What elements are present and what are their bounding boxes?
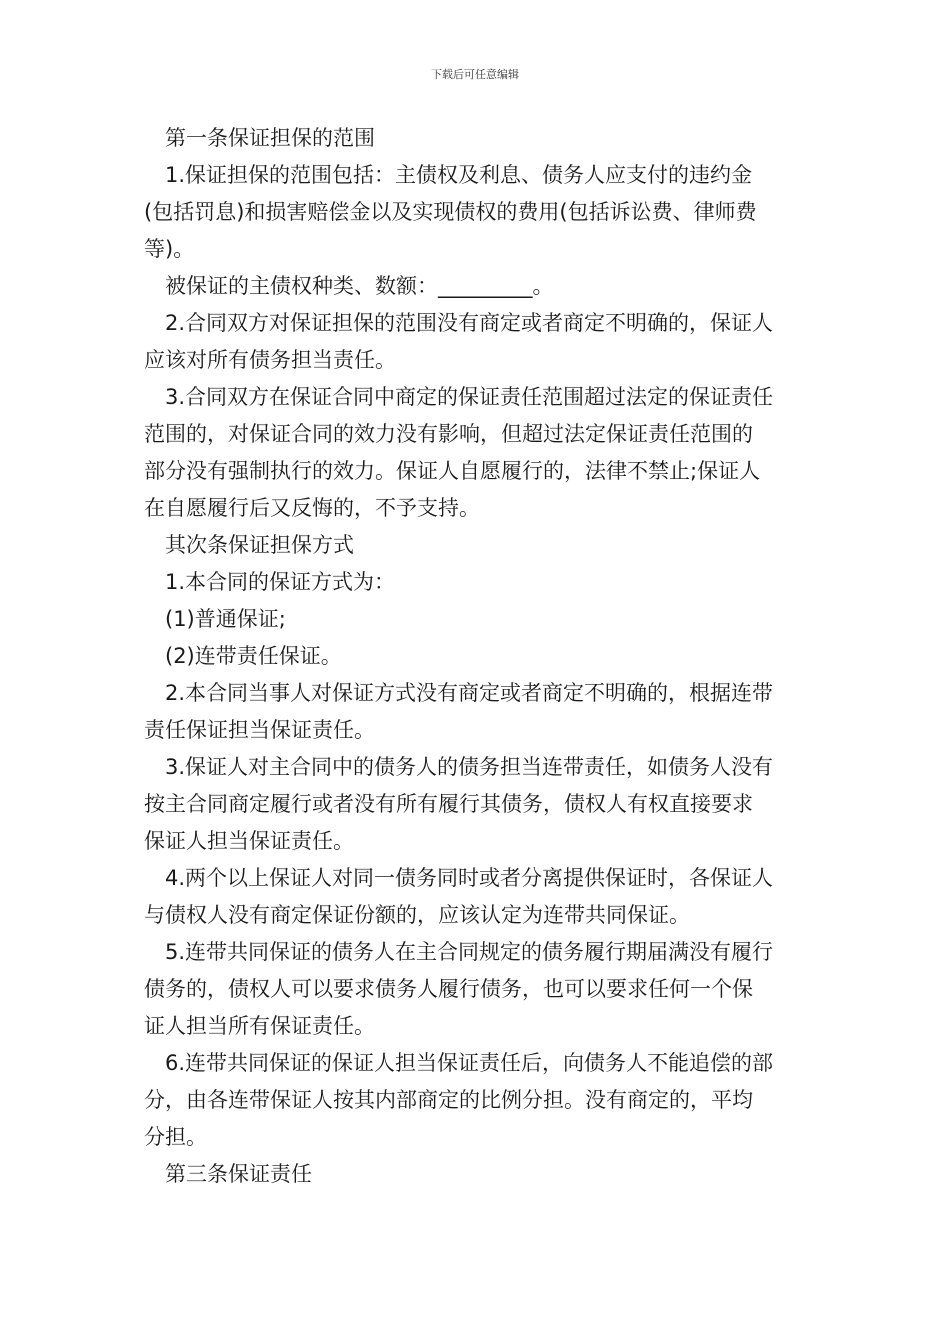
paragraph (144, 601, 808, 638)
paragraph-line: 与债权人没有商定保证份额的，应该认定为连带共同保证。 (144, 903, 690, 927)
paragraph-line: (2)连带责任保证。 (165, 644, 342, 668)
paragraph-line: 第一条保证担保的范围 (165, 126, 375, 150)
document-body (144, 120, 808, 1193)
paragraph (144, 268, 808, 305)
paragraph-line: 1.本合同的保证方式为： (165, 570, 396, 594)
paragraph (144, 305, 808, 379)
paragraph (144, 120, 808, 157)
paragraph (144, 934, 808, 1045)
paragraph-line: 1.保证担保的范围包括：主债权及利息、债务人应支付的违约金 (165, 163, 753, 187)
paragraph-line: 责任保证担当保证责任。 (144, 718, 375, 742)
paragraph (144, 1156, 808, 1193)
paragraph-line: 证人担当所有保证责任。 (144, 1014, 375, 1038)
paragraph-line: 3.合同双方在保证合同中商定的保证责任范围超过法定的保证责任 (165, 385, 774, 409)
paragraph-line: 应该对所有债务担当责任。 (144, 348, 396, 372)
paragraph (144, 564, 808, 601)
paragraph-line: 被保证的主债权种类、数额：_________。 (165, 274, 554, 298)
paragraph (144, 638, 808, 675)
paragraph-line: (包括罚息)和损害赔偿金以及实现债权的费用(包括诉讼费、律师费 (144, 200, 757, 224)
paragraph (144, 527, 808, 564)
paragraph (144, 379, 808, 527)
paragraph (144, 675, 808, 749)
paragraph-line: 范围的，对保证合同的效力没有影响，但超过法定保证责任范围的 (144, 422, 753, 446)
paragraph-line: 其次条保证担保方式 (165, 533, 354, 557)
paragraph-line: 等)。 (144, 237, 195, 261)
page-header-note: 下载后可任意编辑 (431, 68, 519, 81)
paragraph (144, 157, 808, 268)
paragraph-line: 在自愿履行后又反悔的，不予支持。 (144, 496, 480, 520)
paragraph-line: (1)普通保证; (165, 607, 286, 631)
paragraph-line: 5.连带共同保证的债务人在主合同规定的债务履行期届满没有履行 (165, 940, 774, 964)
paragraph-line: 保证人担当保证责任。 (144, 829, 354, 853)
paragraph-line: 部分没有强制执行的效力。保证人自愿履行的，法律不禁止;保证人 (144, 459, 761, 483)
paragraph-line: 第三条保证责任 (165, 1162, 312, 1186)
paragraph (144, 1045, 808, 1156)
paragraph (144, 860, 808, 934)
paragraph-line: 分担。 (144, 1125, 207, 1149)
paragraph-line: 分，由各连带保证人按其内部商定的比例分担。没有商定的，平均 (144, 1088, 753, 1112)
paragraph-line: 按主合同商定履行或者没有所有履行其债务，债权人有权直接要求 (144, 792, 753, 816)
paragraph (144, 749, 808, 860)
paragraph-line: 6.连带共同保证的保证人担当保证责任后，向债务人不能追偿的部 (165, 1051, 774, 1075)
paragraph-line: 2.合同双方对保证担保的范围没有商定或者商定不明确的，保证人 (165, 311, 774, 335)
paragraph-line: 2.本合同当事人对保证方式没有商定或者商定不明确的，根据连带 (165, 681, 774, 705)
paragraph-line: 4.两个以上保证人对同一债务同时或者分离提供保证时，各保证人 (165, 866, 774, 890)
paragraph-line: 债务的，债权人可以要求债务人履行债务，也可以要求任何一个保 (144, 977, 753, 1001)
paragraph-line: 3.保证人对主合同中的债务人的债务担当连带责任，如债务人没有 (165, 755, 774, 779)
